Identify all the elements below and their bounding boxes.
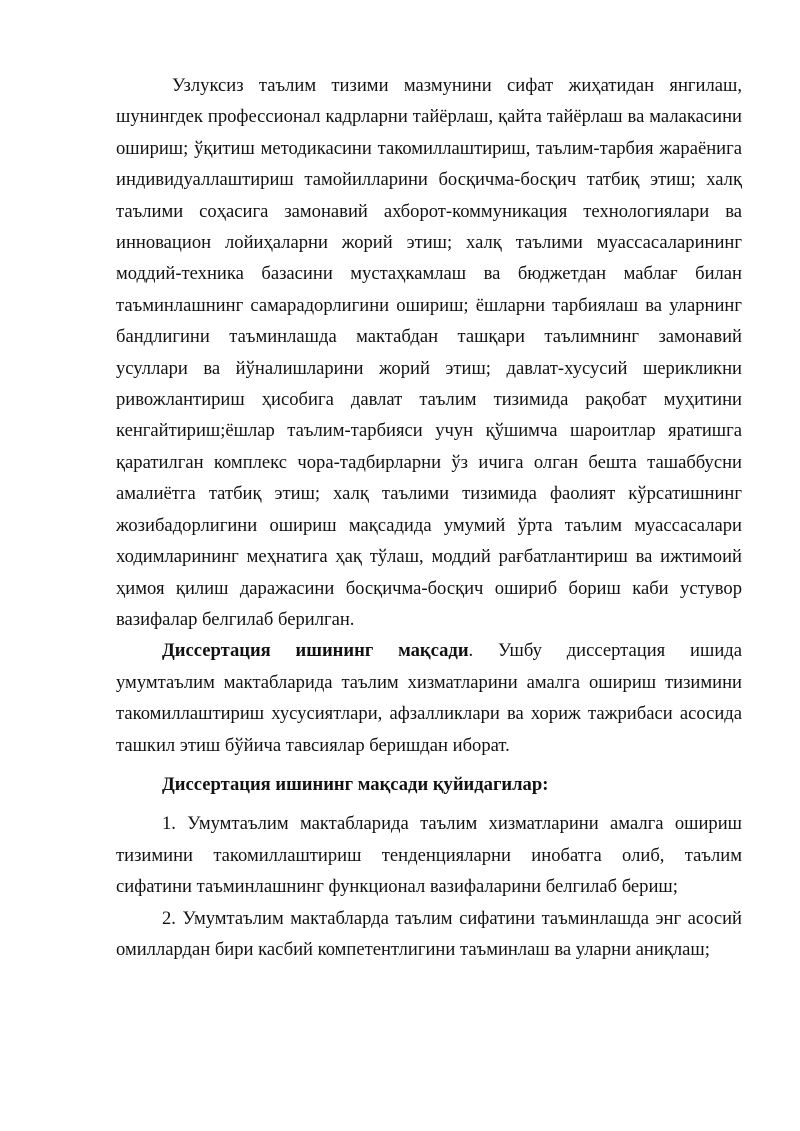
goal-list-item-1: 1. Умумтаълим мактабларида таълим хизматларини амалга ошириш тизимини такомиллаштириш тенденцияларни инобатга олиб, таълим сифатини таъминлашнинг функционал вазифаларини белгилаб бериш; (116, 813, 742, 898)
body-paragraph-reforms: Узлуксиз таълим тизими мазмунини сифат жиҳатидан янгилаш, шунингдек профессионал кадрларни тайёрлаш, қайта тайёрлаш ва малакасини ошириш; ўқитиш методикасини такомиллаштириш, таълим-тарбия жараёнига индивидуаллаштириш тамойилларини босқичма-босқич татбиқ этиш; халқ таълими соҳасига замонавий ахборот-коммуникация технологиялари ва инновацион лойиҳаларни жорий этиш; халқ таълими муассасаларининг моддий-техника базасини мустаҳкамлаш ва бюджетдан маблағ билан таъминлашнинг самарадорлигини ошириш; ёшларни тарбиялаш ва уларнинг бандлигини таъминлашда мактабдан ташқари таълимнинг замонавий усуллари ва йўналишларини жорий этиш; давлат-хусусий шерикликни ривожлантириш ҳисобига давлат таълим тизимида рақобат муҳитини кенгайтириш;ёшлар таълим-тарбияси учун қўшимча шароитлар яратишга қаратилган комплекс чора-тадбирларни ўз ичига олган бешта ташаббусни амалиётга татбиқ этиш; халқ таълими тизимида фаолият кўрсатишнинг жозибадорлигини ошириш мақсадида умумий ўрта таълим муассасалари ходимларининг меҳнатига ҳақ тўлаш, моддий рағбатлантириш ва ижтимоий ҳимоя қилиш даражасини босқичма-босқич ошириб бориш каби устувор вазифалар белгилаб берилган. (116, 75, 742, 630)
goal-list-item-2: 2. Умумтаълим мактабларда таълим сифатини таъминлашда энг асосий омиллардан бири касбий компетентлигини таъминлаш ва уларни аниқлаш; (116, 907, 742, 960)
goals-heading-text: Диссертация ишининг мақсади қуйидагилар: (162, 773, 549, 795)
body-paragraph-goal (116, 635, 742, 761)
goal-text: . Ушбу диссертация ишида умумтаълим мактабларида таълим хизматларини амалга ошириш тизимини такомиллаштириш хусусиятлари, афзалликлари ва хориж тажрибаси асосида ташкил этиш бўйича тавсиялар беришдан иборат. (116, 640, 742, 756)
document-page (116, 70, 742, 965)
goals-heading (116, 769, 742, 800)
goal-bold-lead: Диссертация ишининг мақсади (162, 640, 469, 662)
